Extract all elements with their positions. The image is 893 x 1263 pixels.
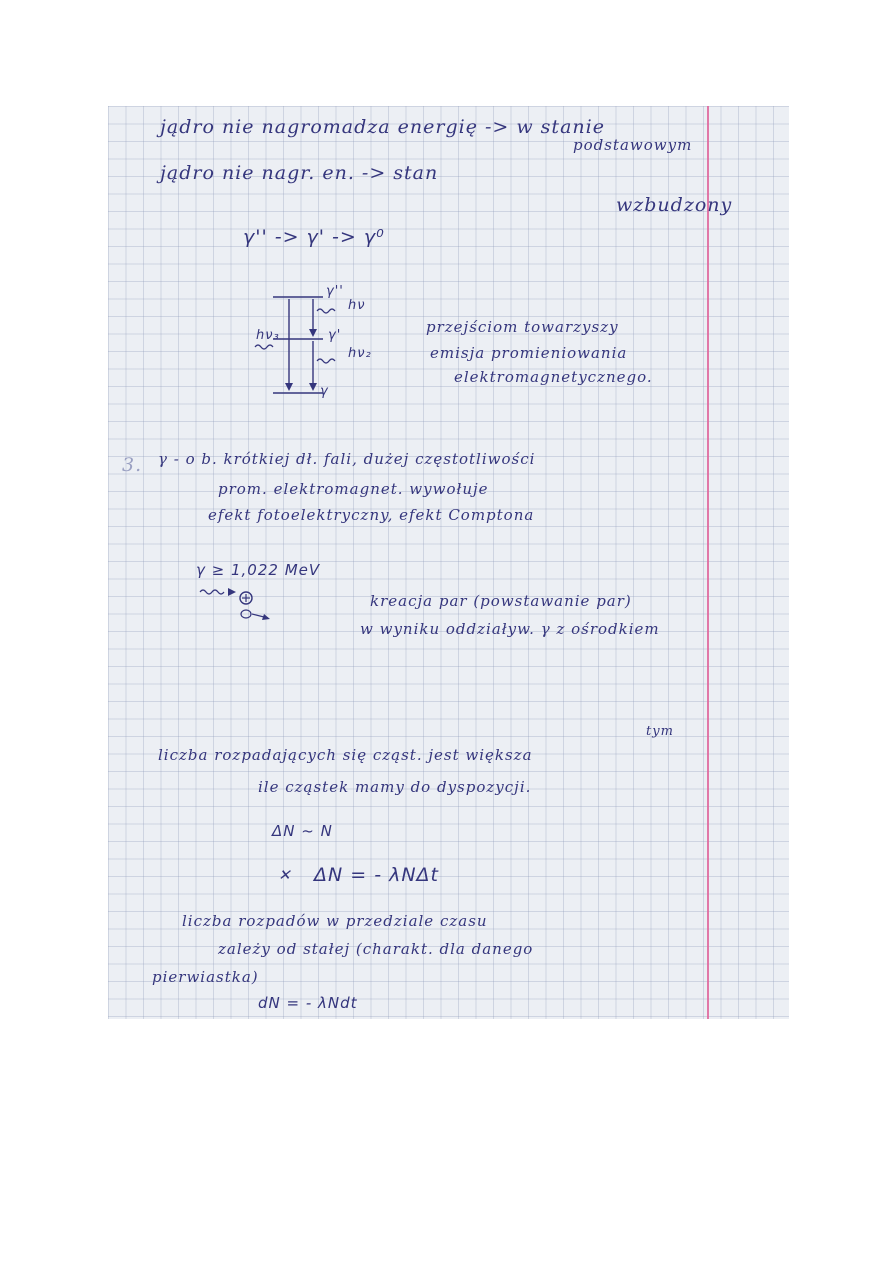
pair-creation-line-1: kreacja par (powstawanie par) bbox=[370, 592, 632, 610]
decay-line-2: ile cząstek mamy do dyspozycji. bbox=[258, 778, 532, 796]
diagram-note-line-3: elektromagnetycznego. bbox=[454, 368, 653, 386]
diagram-label-middle: γ' bbox=[328, 328, 342, 343]
section-3-line-1: γ - o b. krótkiej dł. fali, dużej częstotliwości bbox=[158, 450, 536, 468]
arrow-head-3 bbox=[285, 383, 293, 391]
notebook-page bbox=[108, 106, 789, 1019]
rate-line-3: pierwiastka) bbox=[152, 968, 259, 986]
proportionality: ΔN ~ N bbox=[272, 822, 333, 840]
pair-creation-sketch bbox=[198, 584, 278, 624]
section-3-line-3: efekt fotoelektryczny, efekt Comptona bbox=[208, 506, 535, 524]
arrow-head-1 bbox=[309, 329, 317, 337]
photon-wave-1 bbox=[317, 309, 335, 313]
photon-energy: γ ≥ 1,022 MeV bbox=[196, 561, 321, 579]
gamma-cascade: γ'' -> γ' -> γ⁰ bbox=[243, 226, 385, 248]
diagram-label-hv2: hν₂ bbox=[348, 346, 372, 361]
diagram-label-upper: γ'' bbox=[326, 284, 344, 299]
decay-line-1: liczba rozpadających się cząst. jest większa bbox=[158, 746, 533, 764]
note-line-1: jądro nie nagromadza energię -> w stanie bbox=[160, 116, 605, 138]
section-3-line-2: prom. elektromagnet. wywołuje bbox=[218, 480, 489, 498]
pair-creation-line-2: w wyniku oddziaływ. γ z ośrodkiem bbox=[360, 620, 660, 638]
rate-line-1: liczba rozpadów w przedziale czasu bbox=[182, 912, 488, 930]
photon-wave-2 bbox=[317, 359, 335, 363]
diagram-label-hv1: hν bbox=[348, 298, 366, 313]
note-line-1-above: podstawowym bbox=[573, 136, 693, 154]
arrow-head-2 bbox=[309, 383, 317, 391]
diagram-label-hv3: hν₃ bbox=[256, 328, 280, 343]
margin-line bbox=[707, 106, 709, 1019]
note-line-2-below: wzbudzony bbox=[616, 194, 733, 216]
diagram-note-line-1: przejściom towarzyszy bbox=[426, 318, 619, 336]
diagram-label-lower: γ bbox=[320, 384, 329, 399]
equation-2: dN = - λNdt bbox=[258, 994, 358, 1012]
photon-wave-3 bbox=[255, 345, 273, 349]
item-number: 3. bbox=[122, 454, 143, 476]
equation-1: ΔN = - λNΔt bbox=[314, 864, 440, 886]
rate-line-2: zależy od stałej (charakt. dla danego bbox=[218, 940, 534, 958]
note-line-2: jądro nie nagr. en. -> stan bbox=[160, 162, 439, 184]
diagram-note-line-2: emisja promieniowania bbox=[430, 344, 628, 362]
eq1-prefix: ✕ bbox=[278, 866, 292, 884]
decay-above-word: tym bbox=[646, 724, 674, 739]
